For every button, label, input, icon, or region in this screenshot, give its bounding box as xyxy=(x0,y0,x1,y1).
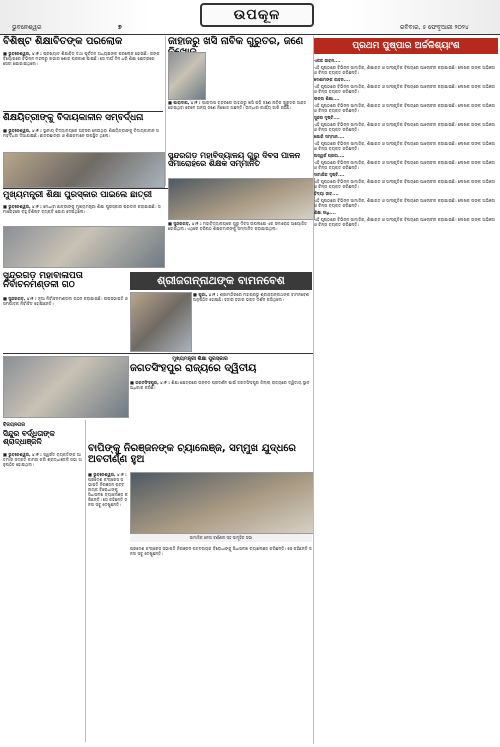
story-8-headline: ଜଗତସିଂହପୁର ରାଜ୍ୟରେ ଦ୍ୱିତୀୟ xyxy=(130,363,257,374)
section-rule xyxy=(3,111,163,112)
story-9-body xyxy=(3,452,83,742)
story-5-text: ମହାବିଦ୍ୟାଳୟରେ ଗୁରୁ ଦିବସ ଉପଲକ୍ଷେ ଏକ ସମାରୋହ ଆୟୋଜିତ ହୋଇଥିଲା। ଏଥିରେ ବରିଷ୍ଠ ଶିକ୍ଷକମାନଙ୍କୁ ସମ୍ମାନିତ କରାଯାଇଥିଲା। xyxy=(168,221,308,231)
right-body-7: ଏହି ପୃଷ୍ଠାରେ ବିଭିନ୍ନ ସାମାଜିକ, ଶିକ୍ଷାଗତ ଓ ସାଂସ୍କୃତିକ ବିଷୟରେ ଆଲୋଚନା କରାଯାଇଛି। ଲେଖକ ତାଙ୍କ ଅଭିଜ୍ଞତା ଓ ଚିନ୍ତା ବ୍ୟକ୍ତ କରିଛନ୍ତି। xyxy=(314,179,495,189)
story-6-body xyxy=(193,292,313,350)
story-7-body xyxy=(3,296,128,350)
story-10-body xyxy=(88,472,128,740)
story-7-dateline: ■ ସୁନ୍ଦରଗଡ଼, ୪।୨ : xyxy=(3,296,37,301)
right-sub-4: ସୁନ୍ଦର ଦୃଷ୍ଟି.... xyxy=(314,115,340,120)
story-8-text: ଶିକ୍ଷା କ୍ଷେତ୍ରରେ ଉନ୍ନତ ପ୍ରଦର୍ଶନ ପାଇଁ ଜଗତସିଂହପୁର ଜିଲ୍ଲା ରାଜ୍ୟରେ ଦ୍ୱିତୀୟ ସ୍ଥାନ ଅଧିକାର କରିଛି। xyxy=(130,380,310,390)
right-sub-3: ଉଳ୍ଲ ଶିକ୍ଷା.... xyxy=(314,96,340,101)
story-1-dateline: ■ ଭୁବନେଶ୍ୱର, ୪।୨ : xyxy=(3,51,42,56)
story-6-photo xyxy=(130,292,192,352)
story-8-body xyxy=(130,380,312,440)
story-6-headline: ଶ୍ରୀଜଗନ୍ନାଥଙ୍କ ବାମନବେଶ xyxy=(130,272,312,290)
right-sub-5: ଯୋଗି ସମ୍ମାନ.... xyxy=(314,134,345,139)
story-3-headline: ଶିକ୍ଷୟିତ୍ରୀଙ୍କୁ ବିଦାୟକାଳୀନ ସମ୍ବର୍ଦ୍ଧନା xyxy=(3,113,144,123)
story-2-headline: ଜାହାଜରୁ ଖସି ନାବିକ ଗୁରୁତର, ଜଣେ xyxy=(168,36,304,47)
story-2-photo xyxy=(168,52,206,100)
right-sub-1: ଏକକ ଜୀବନ.... xyxy=(314,58,341,63)
right-body-9: ଏହି ପୃଷ୍ଠାରେ ବିଭିନ୍ନ ସାମାଜିକ, ଶିକ୍ଷାଗତ ଓ ସାଂସ୍କୃତିକ ବିଷୟରେ ଆଲୋଚନା କରାଯାଇଛି। ଲେଖକ ତାଙ୍କ ଅଭିଜ୍ଞତା ଓ ଚିନ୍ତା ବ୍ୟକ୍ତ କରିଛନ୍ତି। xyxy=(314,217,495,227)
story-10-body-continued xyxy=(130,546,312,740)
page-number: ୭ xyxy=(118,24,122,31)
masthead xyxy=(0,0,500,35)
story-5-headline: ସୁନ୍ଦରଗଡ଼ ମହାବିଦ୍ୟାଳୟ ଗୁରୁ ଦିବସ ପାଳନ ସମାରୋହରେ ଶିକ୍ଷକ ସମ୍ମାନିତ xyxy=(168,151,301,169)
story-2-body xyxy=(168,100,313,150)
right-body-4: ଏହି ପୃଷ୍ଠାରେ ବିଭିନ୍ନ ସାମାଜିକ, ଶିକ୍ଷାଗତ ଓ ସାଂସ୍କୃତିକ ବିଷୟରେ ଆଲୋଚନା କରାଯାଇଛି। ଲେଖକ ତାଙ୍କ ଅଭିଜ୍ଞତା ଓ ଚିନ୍ତା ବ୍ୟକ୍ତ କରିଛନ୍ତି। xyxy=(314,122,495,132)
right-column-headline: ପ୍ରଥମ ପୁଷ୍ପାର ଅର୍ଚ୍ଚଳିଶ୍ୟାଂଶ xyxy=(314,38,498,54)
story-9-text: ସ୍ୱର୍ଗତ ବ୍ୟକ୍ତିଙ୍କ ଆତ୍ମାର ସଦ୍ଗତି କାମନା କରି ଶ୍ରାଦ୍ଧାଞ୍ଜଳି ସଭା ଅନୁଷ୍ଠିତ ହୋଇଥିଲା। xyxy=(3,452,82,467)
right-sub-9: ଶିକ୍ଷା ସାଧି.... xyxy=(314,210,336,215)
right-sub-6: ଅସ୍ୱର୍ଗ ପ୍ରଜା.... xyxy=(314,153,345,158)
story-5-photo xyxy=(168,178,315,220)
story-10-text: ପ୍ରଦେଶ କଂଗ୍ରେସ ସଭାପତି ନିରଞ୍ଜନ ପଟ୍ଟନାୟକ ବିରୋଧୀଙ୍କୁ ସିଧାସଳଖ ଚ୍ୟାଲେଞ୍ଜ କରିଛନ୍ତି। ସେ କହିଛନ୍ତି ଜନତା ସବୁ ଦେଖୁଛନ୍ତି। xyxy=(88,477,128,507)
story-4-photo xyxy=(3,226,165,268)
newspaper-title: ଉପକୂଳ xyxy=(200,3,314,27)
right-body-6: ଏହି ପୃଷ୍ଠାରେ ବିଭିନ୍ନ ସାମାଜିକ, ଶିକ୍ଷାଗତ ଓ ସାଂସ୍କୃତିକ ବିଷୟରେ ଆଲୋଚନା କରାଯାଇଛି। ଲେଖକ ତାଙ୍କ ଅଭିଜ୍ଞତା ଓ ଚିନ୍ତା ବ୍ୟକ୍ତ କରିଛନ୍ତି। xyxy=(314,160,495,170)
right-body-5: ଏହି ପୃଷ୍ଠାରେ ବିଭିନ୍ନ ସାମାଜିକ, ଶିକ୍ଷାଗତ ଓ ସାଂସ୍କୃତିକ ବିଷୟରେ ଆଲୋଚନା କରାଯାଇଛି। ଲେଖକ ତାଙ୍କ ଅଭିଜ୍ଞତା ଓ ଚିନ୍ତା ବ୍ୟକ୍ତ କରିଛନ୍ତି। xyxy=(314,141,495,151)
right-column-text xyxy=(314,58,498,718)
right-column xyxy=(314,58,498,730)
right-sub-2: ଦେଶୀମଙ୍କ ଜୀବନ.... xyxy=(314,77,351,82)
story-7-text: ନୂଆ ନିର୍ବାଚନମଣ୍ଡଳୀ ଗଠନ କରାଯାଇଛି। ଉପସଭାପତି ଓ ସମ୍ପାଦକ ନିର୍ବାଚିତ ହୋଇଛନ୍ତି। xyxy=(3,296,128,306)
story-4-headline: ମୁଖ୍ୟମନ୍ତ୍ରୀ ଶିକ୍ଷା ପୁରସ୍କାର ପାଇଲେ ଛାତ୍ରୀ xyxy=(3,190,152,200)
story-8-kicker: ମୁଖ୍ୟମନ୍ତ୍ରୀ ଶିକ୍ଷା ପୁରସ୍କାର xyxy=(172,356,228,362)
issue-date: ରବିବାର, ୫ ଫେବୃଆରୀ ୨୦୨୪ xyxy=(400,24,469,31)
right-sub-8: ବିଦ୍ୟା ଜୀବ.... xyxy=(314,191,339,196)
right-body-1: ଏହି ପୃଷ୍ଠାରେ ବିଭିନ୍ନ ସାମାଜିକ, ଶିକ୍ଷାଗତ ଓ ସାଂସ୍କୃତିକ ବିଷୟରେ ଆଲୋଚନା କରାଯାଇଛି। ଲେଖକ ତାଙ୍କ ଅଭିଜ୍ଞତା ଓ ଚିନ୍ତା ବ୍ୟକ୍ତ କରିଛନ୍ତି। xyxy=(314,65,495,75)
story-9-dateline: ■ ଭୁବନେଶ୍ୱର, ୪।୨ : xyxy=(3,452,42,457)
right-sub-7: ସାମାଜିକ ଦୃଷ୍ଟି.... xyxy=(314,172,345,177)
story-4-dateline: ■ ଭୁବନେଶ୍ୱର, ୪।୨ : xyxy=(3,204,42,209)
masthead-rule xyxy=(0,34,500,35)
story-10-caption: ସାମାଜିକ ନେତା ବର୍ଣ୍ଣନା ସହ ସାମୂହିକ ସଭା xyxy=(130,534,312,542)
story-3-text: ସ୍ଥାନୀୟ ବିଦ୍ୟାଳୟରେ ଅବସର ନେଉଥିବା ଶିକ୍ଷୟିତ୍ରୀଙ୍କୁ ବିଦାୟକାଳୀନ ସମ୍ବର୍ଦ୍ଧନା ଦିଆଯାଇଛି। ଛାତ୍ରଛାତ୍ରୀ ଓ ଶିକ୍ଷକମାନେ ଉପସ୍ଥିତ ଥିଲେ। xyxy=(3,128,159,138)
story-10-text-continued: ପ୍ରଦେଶ କଂଗ୍ରେସ ସଭାପତି ନିରଞ୍ଜନ ପଟ୍ଟନାୟକ ବିରୋଧୀଙ୍କୁ ସିଧାସଳଖ ଚ୍ୟାଲେଞ୍ଜ କରିଛନ୍ତି। ସେ କହିଛନ୍ତି ଜନତା ସବୁ ଦେଖୁଛନ୍ତି। xyxy=(130,546,312,556)
story-2-dateline: ■ ପାରାଦୀପ, ୪।୨ : xyxy=(168,100,201,105)
right-body-2: ଏହି ପୃଷ୍ଠାରେ ବିଭିନ୍ନ ସାମାଜିକ, ଶିକ୍ଷାଗତ ଓ ସାଂସ୍କୃତିକ ବିଷୟରେ ଆଲୋଚନା କରାଯାଇଛି। ଲେଖକ ତାଙ୍କ ଅଭିଜ୍ଞତା ଓ ଚିନ୍ତା ବ୍ୟକ୍ତ କରିଛନ୍ତି। xyxy=(314,84,495,94)
story-3-photo xyxy=(3,152,165,188)
story-2-text: ପାରାଦୀପ ବନ୍ଦରରେ ଜାହାଜରୁ ଖସି ପଡ଼ି ଜଣେ ନାବିକ ଗୁରୁତର ଆହତ ହୋଇଥିବା ବେଳେ ଅନ୍ୟ ଜଣେ ନିଖୋଜ ଅଛନ୍ତି। ଉଦ୍ଧାର କାର୍ଯ୍ୟ ଜାରି ରହିଛି। xyxy=(168,100,307,110)
story-6-dateline: ■ ପୁରୀ, ୪।୨ : xyxy=(193,292,219,297)
story-10-dateline: ■ ଭୁବନେଶ୍ୱର, ୪।୨ : xyxy=(88,472,127,477)
edition-label: ଭୁବନେଶ୍ୱର xyxy=(12,24,42,31)
column-divider xyxy=(165,36,166,186)
story-5-dateline: ■ ସୁନ୍ଦରଗଡ଼, ୪।୨ : xyxy=(168,221,202,226)
section-rule xyxy=(3,353,313,354)
right-body-8: ଏହି ପୃଷ୍ଠାରେ ବିଭିନ୍ନ ସାମାଜିକ, ଶିକ୍ଷାଗତ ଓ ସାଂସ୍କୃତିକ ବିଷୟରେ ଆଲୋଚନା କରାଯାଇଛି। ଲେଖକ ତାଙ୍କ ଅଭିଜ୍ଞତା ଓ ଚିନ୍ତା ବ୍ୟକ୍ତ କରିଛନ୍ତି। xyxy=(314,198,495,208)
story-10-headline: ବାପିଙ୍କୁ ନିରଞ୍ଜନଙ୍କ ଚ୍ୟାଲେଞ୍ଜ, ସମ୍ମୁଖ ଯୁଦ୍ଧରେ ଅବତୀର୍ଣ୍ଣ ହୁଅ xyxy=(88,443,296,465)
story-3-dateline: ■ ଭୁବନେଶ୍ୱର, ୪।୨ : xyxy=(3,128,42,133)
story-8-photo xyxy=(3,356,129,418)
story-6-text: ଶ୍ରୀମନ୍ଦିରରେ ମହାପ୍ରଭୁ ଶ୍ରୀଜଗନ୍ନାଥଙ୍କ ବାମନବେଶ ଅନୁଷ୍ଠିତ ହୋଇଛି। ହଜାର ହଜାର ଭକ୍ତ ଦର୍ଶନ କରିଥିଲେ। xyxy=(193,292,310,302)
story-3-body xyxy=(3,128,163,150)
story-10-photo xyxy=(130,472,314,534)
story-5-body xyxy=(168,221,313,267)
story-1-headline: ବିଶିଷ୍ଟ ଶିକ୍ଷାବିତଙ୍କ ପରଲୋକ xyxy=(3,36,123,47)
story-1-text: ପ୍ରଖ୍ୟାତ ଶିକ୍ଷାବିତ୍ ତଥା ପୂର୍ବତନ ଅଧ୍ୟକ୍ଷଙ୍କ ପରଲୋକ ହୋଇଛି। ତାଙ୍କ ବିୟୋଗରେ ବିଭିନ୍ନ ମହଲରୁ ଗଭୀର ଶୋକ ପ୍ରକାଶ ପାଇଛି। ସେ ଦୀର୍ଘ ଦିନ ଧରି ଶିକ୍ଷା କ୍ଷେତ୍ରରେ ସେବା ଯୋଗାଇଥିଲେ। xyxy=(3,51,160,66)
story-9-headline: ସିନ୍ଦୁର ବର୍ଦ୍ଧିତାଙ୍କ ଶ୍ରାଦ୍ଧାଞ୍ଜଳି xyxy=(3,429,55,446)
column-divider xyxy=(85,420,86,742)
story-4-body xyxy=(3,204,163,224)
story-4-text: ମେଧାବୀ ଛାତ୍ରୀଙ୍କୁ ମୁଖ୍ୟମନ୍ତ୍ରୀ ଶିକ୍ଷା ପୁରସ୍କାର ପ୍ରଦାନ କରାଯାଇଛି। ସମାରୋହରେ ବହୁ ବିଶିଷ୍ଟ ବ୍ୟକ୍ତି ଯୋଗ ଦେଇଥିଲେ। xyxy=(3,204,161,214)
story-8-dateline: ■ ଜଗତସିଂହପୁର, ୪।୨ : xyxy=(130,380,170,385)
story-9-kicker: ବିଜୟନଗର xyxy=(3,422,26,428)
right-body-3: ଏହି ପୃଷ୍ଠାରେ ବିଭିନ୍ନ ସାମାଜିକ, ଶିକ୍ଷାଗତ ଓ ସାଂସ୍କୃତିକ ବିଷୟରେ ଆଲୋଚନା କରାଯାଇଛି। ଲେଖକ ତାଙ୍କ ଅଭିଜ୍ଞତା ଓ ଚିନ୍ତା ବ୍ୟକ୍ତ କରିଛନ୍ତି। xyxy=(314,103,495,113)
story-1-body xyxy=(3,51,163,109)
story-7-headline: ସୁନ୍ଦରଗଡ଼ ମହାବାଳାପତା ନିର୍ବାଚନମଣ୍ଡଳୀ ଗଠ xyxy=(3,271,83,291)
